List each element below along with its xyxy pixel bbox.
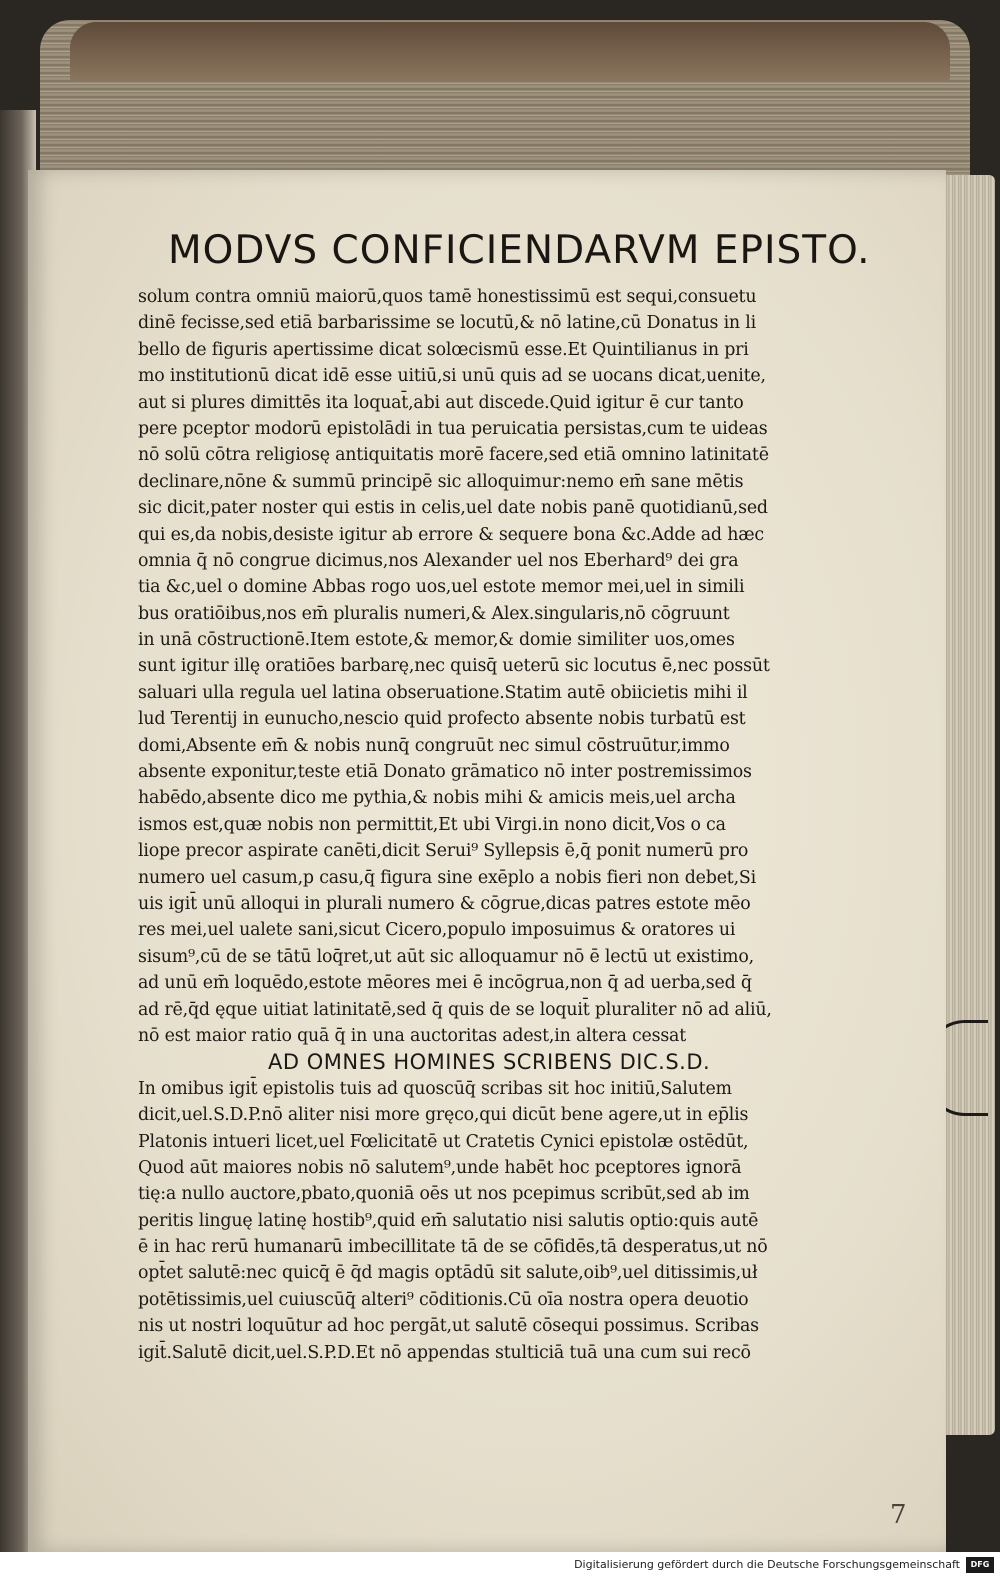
folio-mark: 7 <box>890 1500 907 1530</box>
text-line: opt̄et salutē:nec quicq̄ ē q̄d magis optādū sit salute,oib⁹,uel ditissimis,uł <box>138 1263 758 1284</box>
text-line: numero uel casum,p casu,q̄ figura sine exēplo a nobis fieri non debet,Si <box>138 867 756 888</box>
text-line: in unā cōstructionē.Item estote,& memor,& domie similiter uos,omes <box>138 630 735 651</box>
text-line: omnia q̄ nō congrue dicimus,nos Alexander uel nos Eberhard⁹ dei gra <box>138 550 739 571</box>
text-line: bus oratiōibus,nos em̄ pluralis numeri,& Alex.singularis,nō cōgruunt <box>138 603 730 624</box>
text-line: res mei,uel ualete sani,sicut Cicero,populo imposuimus & oratores ui <box>138 920 736 941</box>
text-line: qui es,da nobis,desiste igitur ab errore & sequere bona &c.Adde ad hæc <box>138 524 764 545</box>
text-line: mo institutionū dicat idē esse uitiū,si unū quis ad se uocans dicat,uenite, <box>138 366 766 387</box>
text-line: Platonis intueri licet,uel Fœlicitatē ut Cratetis Cynici epistolæ ostēdūt, <box>138 1131 749 1152</box>
text-line: ismos est,quæ nobis non permittit,Et ubi Virgi.in nono dicit,Vos o ca <box>138 814 726 835</box>
text-line: tia &c,uel o domine Abbas rogo uos,uel estote memor mei,uel in simili <box>138 577 745 598</box>
text-block <box>138 284 848 1366</box>
text-line: bello de figuris apertissime dicat solœcismū esse.Et Quintilianus in pri <box>138 339 749 360</box>
text-line: sunt igitur illę oratiōes barbarę,nec quisq̄ ueterū sic locutus ē,nec possūt <box>138 656 770 677</box>
text-line: domi,Absente em̄ & nobis nunq̄ congruūt nec simul cōstruūtur,immo <box>138 735 730 756</box>
text-line: dicit,uel.S.D.P.nō aliter nisi more gręco,qui dicūt bene agere,ut in ep̄lis <box>138 1105 749 1126</box>
text-line: uis igit̄ unū alloqui in plurali numero & cōgrue,dicas patres estote mēo <box>138 893 751 914</box>
text-line: declinare,nōne & summū principē sic alloquimur:nemo em̄ sane mētis <box>138 471 744 492</box>
text-line: Quod aūt maiores nobis nō salutem⁹,unde habēt hoc pceptores ignorā <box>138 1157 742 1178</box>
text-line: peritis linguę latinę hostib⁹,quid em̄ salutatio nisi salutis optio:quis autē <box>138 1210 759 1231</box>
text-line: absente exponitur,teste etiā Donato grāmatico nō inter postremissimos <box>138 762 752 783</box>
text-line: habēdo,absente dico me pythia,& nobis mihi & amicis meis,uel archa <box>138 788 736 809</box>
dfg-logo: DFG <box>966 1557 994 1573</box>
text-line: aut si plures dimittēs ita loquat̄,abi aut discede.Quid igitur ē cur tanto <box>138 392 744 413</box>
section-heading: AD OMNES HOMINES SCRIBENS DIC.S.D. <box>268 1050 711 1075</box>
text-line: nis ut nostri loquūtur ad hoc pergāt,ut salutē cōsequi possimus. Scribas <box>138 1316 759 1337</box>
text-line: lud Terentij in eunucho,nescio quid profecto absente nobis turbatū est <box>138 709 746 730</box>
text-line: In omibus igit̄ epistolis tuis ad quoscūq̄ scribas sit hoc initiū,Salutem <box>138 1078 732 1099</box>
text-line: ē in hac rerū humanarū imbecillitate tā de se cōfidēs,tā desperatus,ut nō <box>138 1237 768 1258</box>
text-line: liope precor aspirate canēti,dicit Serui⁹ Syllepsis ē,q̄ ponit numerū pro <box>138 841 749 862</box>
text-line: potētissimis,uel cuiuscūq̄ alteri⁹ cōditionis.Cū oīa nostra opera deuotio <box>138 1289 749 1310</box>
text-line: nō solū cōtra religiosę antiquitatis morē facere,sed etiā omnino latinitatē <box>138 445 769 466</box>
text-line: dinē fecisse,sed etiā barbarissime se locutū,& nō latine,cū Donatus in li <box>138 313 756 334</box>
text-line: solum contra omniū maiorū,quos tamē honestissimū est sequi,consuetu <box>138 287 757 307</box>
page-title: MODVS CONFICIENDARVM EPISTO. <box>168 228 871 273</box>
text-line: ad unū em̄ loquēdo,estote mēores mei ē incōgrua,non q̄ ad uerba,sed q̄ <box>138 973 752 994</box>
text-line: sic dicit,pater noster qui estis in celis,uel date nobis panē quotidianū,sed <box>138 498 768 519</box>
book-cover-top <box>70 22 950 82</box>
footer-bar <box>0 1552 1000 1580</box>
text-line: nō est maior ratio quā q̄ in una auctoritas adest,in altera cessat <box>138 1025 687 1046</box>
book-page <box>28 170 946 1552</box>
text-line: igit̄.Salutē dicit,uel.S.P.D.Et nō appendas stulticiā tuā una cum sui recō <box>138 1342 751 1363</box>
text-line: ad rē,q̄d ęque uitiat latinitatē,sed q̄ quis de se loquit̄ pluraliter nō ad aliū, <box>138 999 772 1020</box>
text-line: tię:a nullo auctore,pbato,quoniā oēs ut nos pcepimus scribūt,sed ab im <box>138 1184 750 1205</box>
text-line: sisum⁹,cū de se tātū loq̄ret,ut aūt sic alloquamur nō ē lectū ut existimo, <box>138 946 754 967</box>
funding-notice: Digitalisierung gefördert durch die Deutsche Forschungsgemeinschaft <box>574 1558 960 1571</box>
text-line: pere pceptor modorū epistolādi in tua peruicatia persistas,cum te uideas <box>138 418 768 439</box>
text-line: saluari ulla regula uel latina obseruatione.Statim autē obiicietis mihi il <box>138 682 748 703</box>
